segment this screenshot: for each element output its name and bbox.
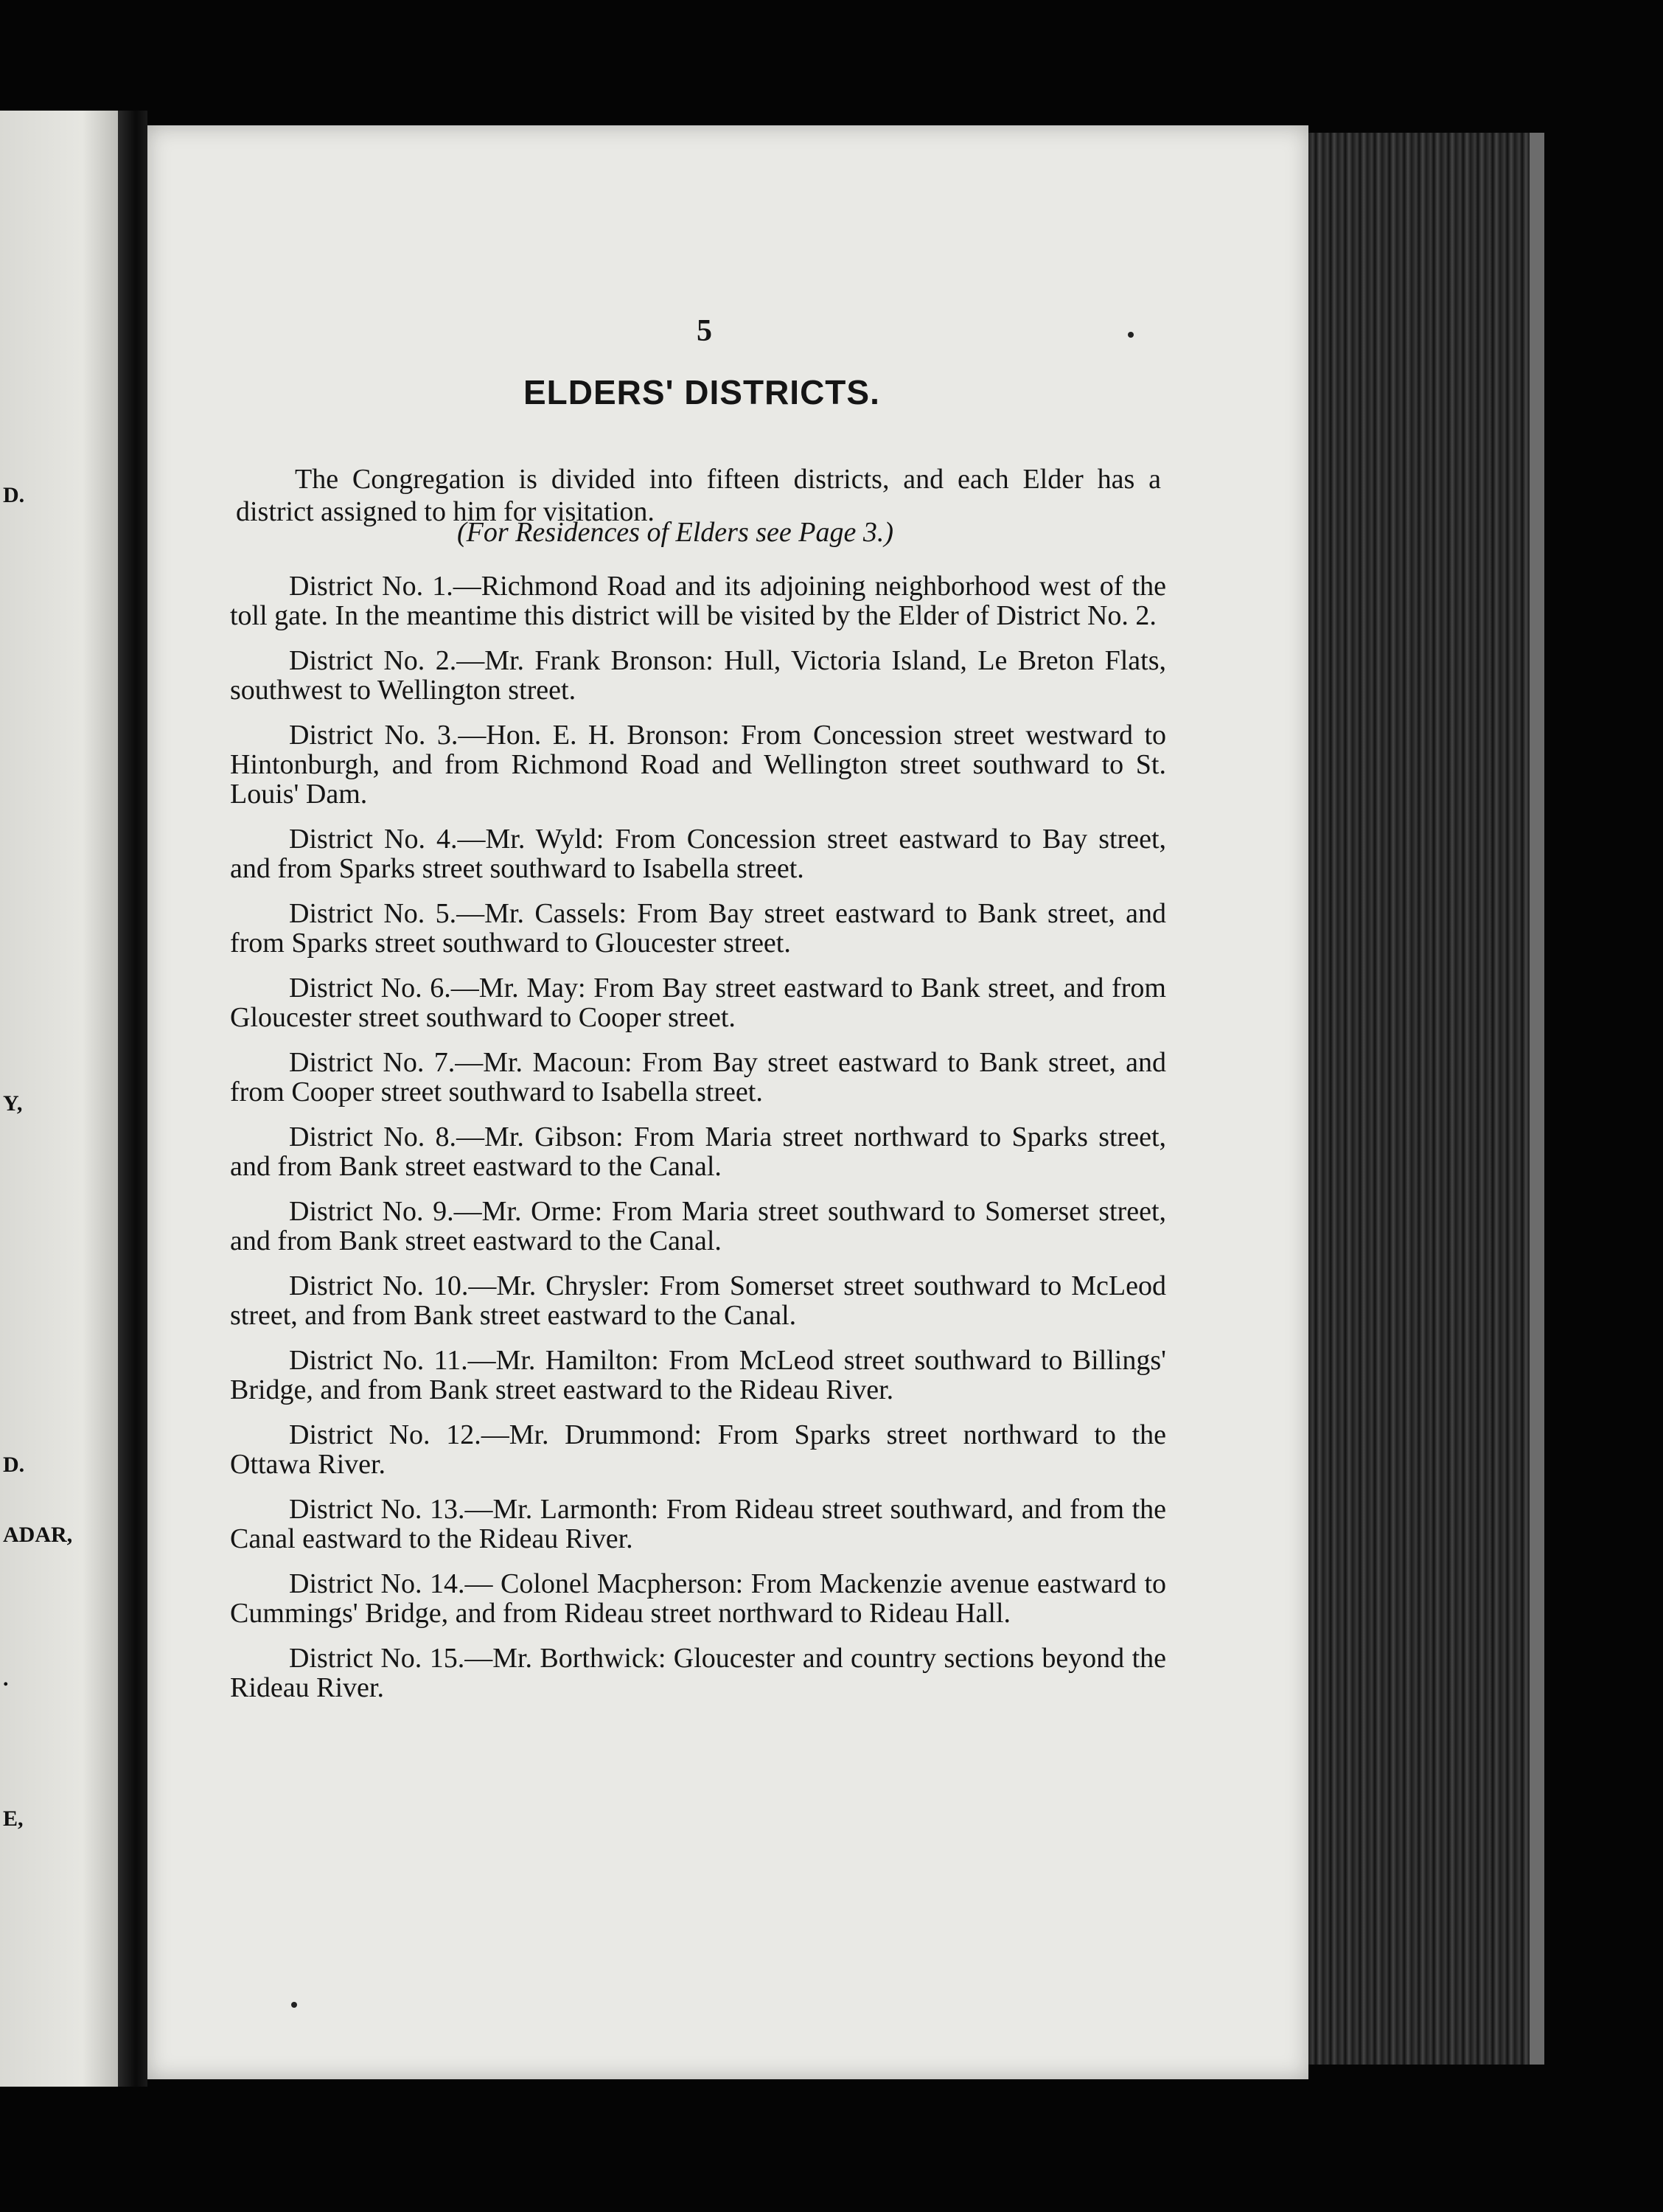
speck-mark — [291, 2002, 297, 2008]
previous-page — [0, 111, 118, 2087]
district-entry: District No. 14.— Colonel Macpherson: From Mackenzie avenue eastward to Cummings' Bridge, and from Rideau street northward to Rideau Hall. — [230, 1568, 1166, 1629]
book-page-edges — [1308, 133, 1544, 2065]
intro-paragraph: The Congregation is divided into fifteen districts, and each Elder has a district assigned to him for visitation. — [236, 464, 1161, 527]
district-entry: District No. 10.—Mr. Chrysler: From Somerset street southward to McLeod street, and from Bank street eastward to the Canal. — [230, 1270, 1166, 1331]
page-content — [147, 125, 1308, 2079]
district-entry: District No. 4.—Mr. Wyld: From Concession street eastward to Bay street, and from Sparks street southward to Isabella street. — [230, 824, 1166, 884]
district-entry: District No. 7.—Mr. Macoun: From Bay street eastward to Bank street, and from Cooper street southward to Isabella street. — [230, 1047, 1166, 1107]
previous-page-fragment: . — [3, 1666, 9, 1691]
district-entry: District No. 5.—Mr. Cassels: From Bay street eastward to Bank street, and from Sparks street southward to Gloucester street. — [230, 898, 1166, 959]
previous-page-fragment: D. — [3, 483, 25, 507]
district-entry: District No. 2.—Mr. Frank Bronson: Hull, Victoria Island, Le Breton Flats, southwest to Wellington street. — [230, 645, 1166, 706]
book-page — [147, 125, 1308, 2079]
district-entry: District No. 3.—Hon. E. H. Bronson: From Concession street westward to Hintonburgh, and from Richmond Road and Wellington street southward to St. Louis' Dam. — [230, 720, 1166, 810]
book-gutter — [118, 111, 147, 2087]
district-entry: District No. 11.—Mr. Hamilton: From McLeod street southward to Billings' Bridge, and from Bank street eastward to the Rideau River. — [230, 1345, 1166, 1405]
district-entry: District No. 1.—Richmond Road and its adjoining neighborhood west of the toll gate. In the meantime this district will be visited by the Elder of District No. 2. — [230, 571, 1166, 631]
previous-page-fragment: D. — [3, 1453, 25, 1477]
district-entry: District No. 8.—Mr. Gibson: From Maria street northward to Sparks street, and from Bank street eastward to the Canal. — [230, 1121, 1166, 1182]
previous-page-fragment: E, — [3, 1806, 24, 1831]
district-entry: District No. 12.—Mr. Drummond: From Sparks street northward to the Ottawa River. — [230, 1419, 1166, 1480]
residences-note: (For Residences of Elders see Page 3.) — [457, 517, 893, 548]
previous-page-fragment: ADAR, — [3, 1523, 73, 1547]
district-entry: District No. 15.—Mr. Borthwick: Gloucester and country sections beyond the Rideau River. — [230, 1643, 1166, 1703]
district-list — [230, 571, 1166, 1718]
previous-page-fragment: Y, — [3, 1091, 23, 1116]
district-entry: District No. 9.—Mr. Orme: From Maria street southward to Somerset street, and from Bank street eastward to the Canal. — [230, 1196, 1166, 1256]
page-title: ELDERS' DISTRICTS. — [523, 373, 880, 411]
district-entry: District No. 6.—Mr. May: From Bay street eastward to Bank street, and from Gloucester street southward to Cooper street. — [230, 973, 1166, 1033]
speck-mark — [1128, 332, 1134, 338]
page-number: 5 — [697, 314, 712, 348]
district-entry: District No. 13.—Mr. Larmonth: From Rideau street southward, and from the Canal eastward to the Rideau River. — [230, 1494, 1166, 1554]
